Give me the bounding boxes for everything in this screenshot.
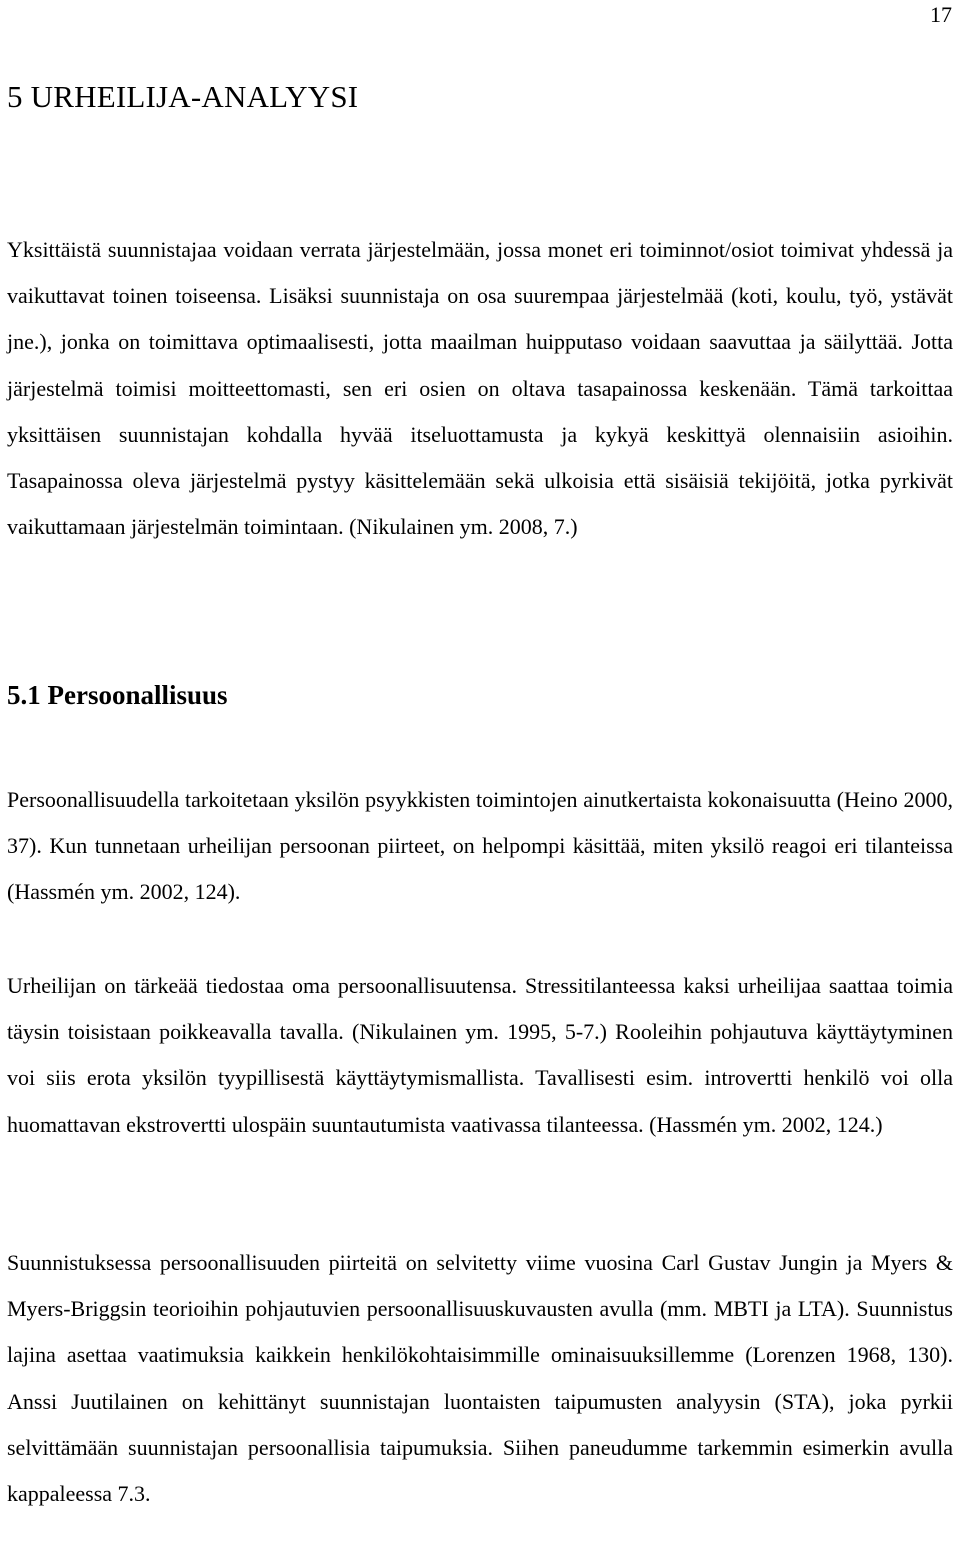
chapter-heading: 5 URHEILIJA-ANALYYSI	[7, 79, 359, 114]
body-paragraph: Suunnistuksessa persoonallisuuden piirteitä on selvitetty viime vuosina Carl Gustav Jungin ja Myers & Myers-Briggsin teorioihin pohjautuvien persoonallisuuskuvausten avulla (mm. MBTI ja LTA). Suunnistus lajina asettaa vaatimuksia kaikkein henkilökohtaisimmille ominaisuuksillemme (Lorenzen 1968, 130). Anssi Juutilainen on kehittänyt suunnistajan luontaisten taipumusten analyysin (STA), joka pyrkii selvittämään suunnistajan persoonallisia taipumuksia. Siihen paneudumme tarkemmin esimerkin avulla kappaleessa 7.3.	[7, 1250, 953, 1507]
page-number: 17	[930, 2, 952, 27]
body-paragraph: Persoonallisuudella tarkoitetaan yksilön psyykkisten toimintojen ainutkertaista kokonaisuutta (Heino 2000, 37). Kun tunnetaan urheilijan persoonan piirteet, on helpompi käsittää, miten yksilö reagoi eri tilanteissa (Hassmén ym. 2002, 124).	[7, 787, 953, 905]
intro-paragraph: Yksittäistä suunnistajaa voidaan verrata järjestelmään, jossa monet eri toiminnot/osiot toimivat yhdessä ja vaikuttavat toinen toiseensa. Lisäksi suunnistaja on osa suurempaa järjestelmää (koti, koulu, työ, ystävät jne.), jonka on toimittava optimaalisesti, jotta maailman huipputaso voidaan saavuttaa ja säilyttää. Jotta järjestelmä toimisi moitteettomasti, sen eri osien on oltava tasapainossa keskenään. Tämä tarkoittaa yksittäisen suunnistajan kohdalla hyvää itseluottamusta ja kykyä keskittyä olennaisiin asioihin. Tasapainossa oleva järjestelmä pystyy käsittelemään sekä ulkoisia että sisäisiä tekijöitä, jotka pyrkivät vaikuttamaan järjestelmän toimintaan. (Nikulainen ym. 2008, 7.)	[7, 237, 953, 540]
body-paragraph: Urheilijan on tärkeää tiedostaa oma persoonallisuutensa. Stressitilanteessa kaksi urheilijaa saattaa toimia täysin toisistaan poikkeavalla tavalla. (Nikulainen ym. 1995, 5-7.) Rooleihin pohjautuva käyttäytyminen voi siis erota yksilön tyypillisestä käyttäytymismallista. Tavallisesti esim. introvertti henkilö voi olla huomattavan ekstrovertti ulospäin suuntautumista vaativassa tilanteessa. (Hassmén ym. 2002, 124.)	[7, 973, 953, 1137]
section-heading: 5.1 Persoonallisuus	[7, 680, 228, 710]
